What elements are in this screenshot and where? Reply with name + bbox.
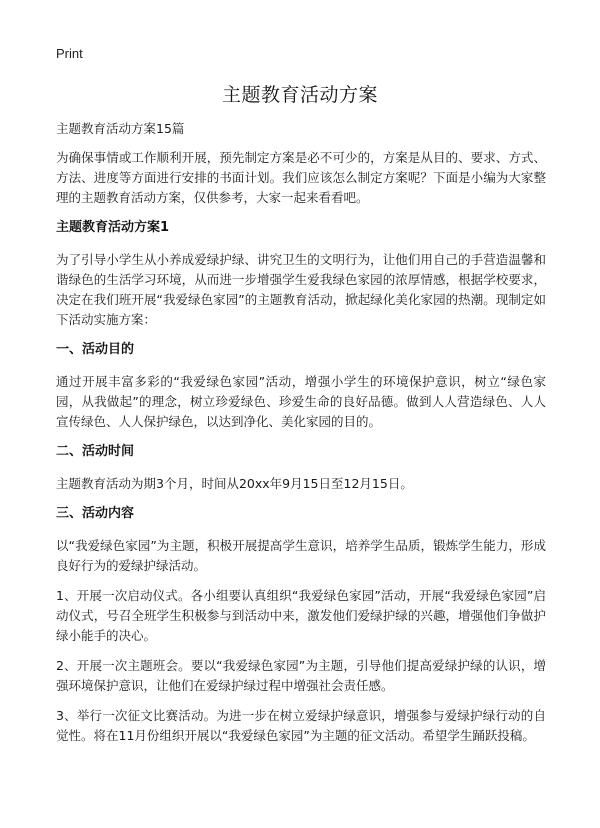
- content-paragraph-item-2: 2、开展一次主题班会。要以“我爱绿色家园”为主题，引导他们提高爱绿护绿的认识，增强环境保护意识，让他们在爱绿护绿过程中增强社会责任感。: [56, 658, 546, 693]
- document-subtitle: 主题教育活动方案15篇: [56, 121, 185, 136]
- print-label: Print: [56, 46, 83, 61]
- time-paragraph: 主题教育活动为期3个月，时间从20xx年9月15日至12月15日。: [56, 476, 413, 491]
- intro-paragraph: 为确保事情或工作顺利开展，预先制定方案是必不可少的，方案是从目的、要求、方式、方法、进度等方面进行安排的书面计划。我们应该怎么制定方案呢？下面是小编为大家整理的主题教育活动方案，仅供参考，大家一起来看看吧。: [56, 150, 546, 205]
- purpose-paragraph: 通过开展丰富多彩的“我爱绿色家园”活动，增强小学生的环境保护意识，树立“绿色家园，从我做起”的理念，树立珍爱绿色、珍爱生命的良好品德。做到人人营造绿色、人人宣传绿色、人人保护绿色，以达到净化、美化家园的目的。: [56, 374, 546, 429]
- content-paragraph-theme: 以“我爱绿色家园”为主题，积极开展提高学生意识，培养学生品质，锻炼学生能力，形成良好行为的爱绿护绿活动。: [56, 538, 546, 573]
- content-paragraph-item-3: 3、举行一次征文比赛活动。为进一步在树立爱绿护绿意识，增强参与爱绿护绿行动的自觉性。将在11月份组织开展以“我爱绿色家园”为主题的征文活动。希望学生踊跃投稿。: [56, 708, 546, 743]
- document-body: [56, 120, 546, 756]
- content-paragraph-item-1: 1、开展一次启动仪式。各小组要认真组织“我爱绿色家园”活动，开展“我爱绿色家园”启动仪式，号召全班学生积极参与到活动中来，激发他们爱绿护绿的兴趣，增强他们争做护绿小能手的决心。: [56, 588, 546, 643]
- section-heading-content: 三、活动内容: [56, 506, 135, 521]
- page-title: 主题教育活动方案: [221, 84, 378, 106]
- section-heading-time: 二、活动时间: [56, 444, 135, 459]
- section-heading-purpose: 一、活动目的: [56, 342, 135, 357]
- plan-intro-paragraph: 为了引导小学生从小养成爱绿护绿、讲究卫生的文明行为，让他们用自己的手营造温馨和谐绿色的生活学习环境，从而进一步增强学生爱我绿色家园的浓厚情感，根据学校要求，决定在我们班开展“我爱绿色家园”的主题教育活动，掀起绿化美化家园的热潮。现制定如下活动实施方案：: [56, 252, 546, 327]
- plan-heading: 主题教育活动方案1: [56, 220, 170, 235]
